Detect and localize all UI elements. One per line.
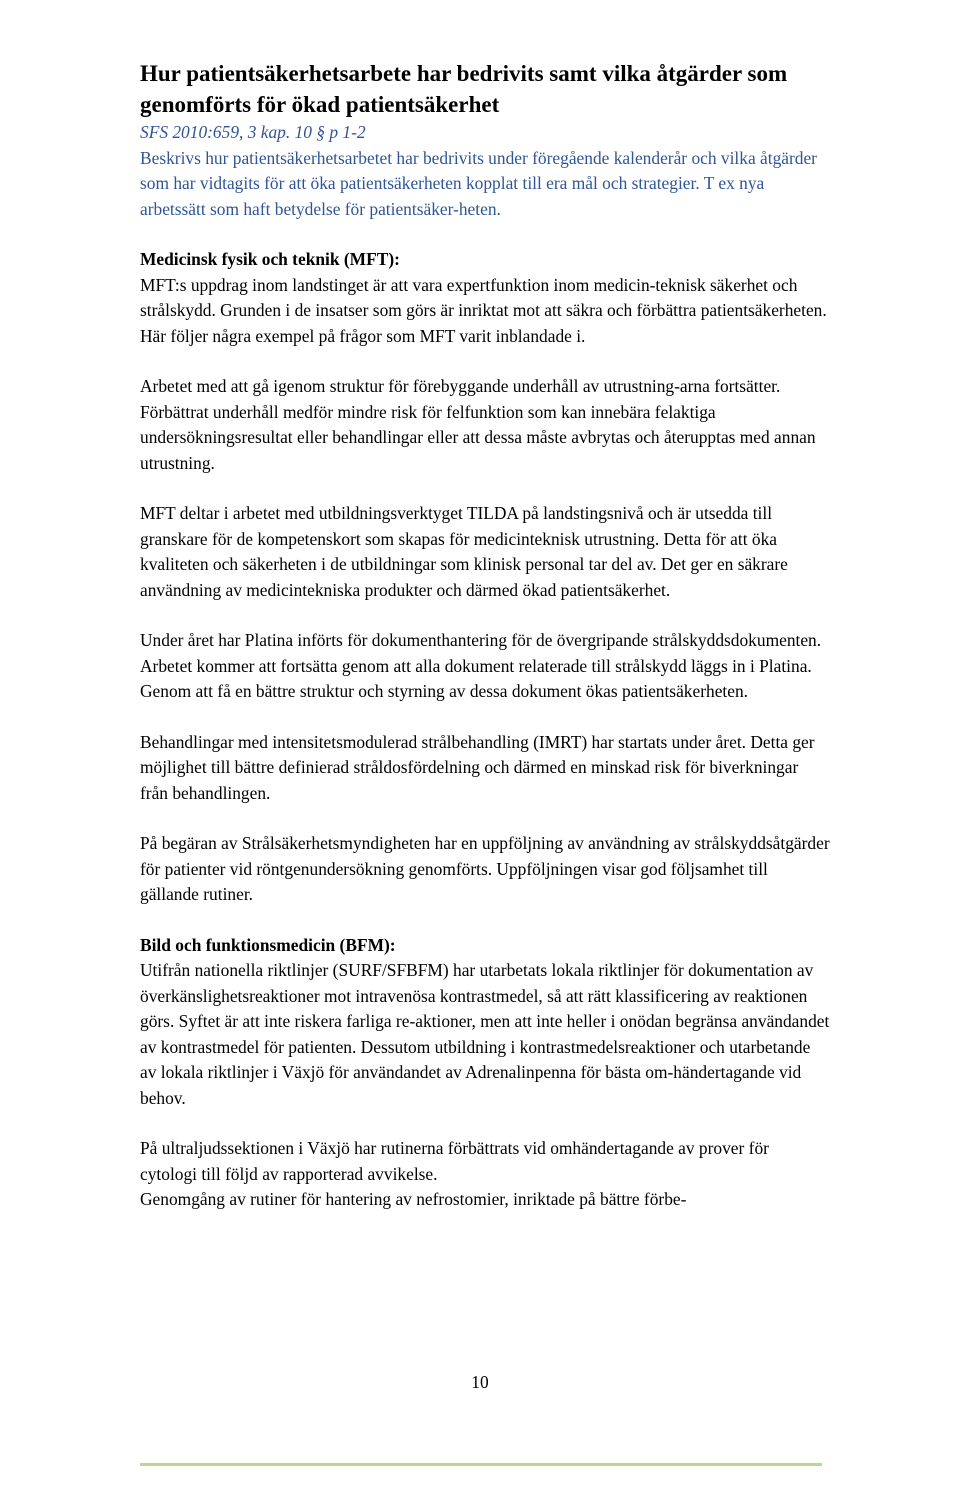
instruction-block [140, 120, 830, 222]
bfm-paragraph-2: På ultraljudssektionen i Växjö har rutinerna förbättrats vid omhändertagande av prover för cytologi till följd av rapporterad avvikelse. [140, 1138, 769, 1184]
mft-paragraph-4: Under året har Platina införts för dokumenthantering för de övergripande strålskyddsdokumenten. Arbetet kommer att fortsätta genom att alla dokument relaterade till strålskydd läggs in i Platina. Genom att få en bättre struktur och styrning av dessa dokument ökas patientsäkerheten. [140, 630, 822, 701]
mft-paragraph-2: Arbetet med att gå igenom struktur för förebyggande underhåll av utrustning-arna fortsätter. Förbättrat underhåll medför mindre risk för felfunktion som kan innebära felaktiga undersökningsresultat eller behandlingar eller att dessa måste avbrytas och återupptas med annan utrustning. [140, 376, 816, 473]
mft-paragraph-6: På begäran av Strålsäkerhetsmyndigheten har en uppföljning av användning av strålskyddsåtgärder för patienter vid röntgenundersökning genomförts. Uppföljningen visar god följsamhet till gällande rutiner. [140, 833, 830, 904]
law-reference: SFS 2010:659, 3 kap. 10 § p 1-2 [140, 122, 366, 142]
instruction-text: Beskrivs hur patientsäkerhetsarbetet har bedrivits under föregående kalenderår och vilka åtgärder som har vidtagits för att öka patientsäkerheten kopplat till era mål och strategier. T ex nya arbetssätt som haft betydelse för patientsäker-heten. [140, 147, 817, 219]
bfm-section-title: Bild och funktionsmedicin (BFM): [140, 934, 396, 955]
bfm-paragraph-3: Genomgång av rutiner för hantering av nefrostomier, inriktade på bättre förbe- [140, 1189, 687, 1209]
mft-paragraph-1: MFT:s uppdrag inom landstinget är att vara expertfunktion inom medicin-teknisk säkerhet och strålskydd. Grunden i de insatser som görs är inriktat mot att säkra och förbättra patientsäkerheten. Här följer några exempel på frågor som MFT varit inblandade i. [140, 274, 827, 346]
mft-section-title: Medicinsk fysik och teknik (MFT): [140, 249, 400, 269]
mft-paragraph-3: MFT deltar i arbetet med utbildningsverktyget TILDA på landstingsnivå och är utsedda till granskare för de kompetenskort som skapas för medicinteknisk utrustning. Detta för att öka kvaliteten och säkerheten i de utbildningar som klinisk personal tar del av. Det ger en säkrare användning av medicintekniska produkter och därmed ökad patientsäkerhet. [140, 503, 788, 600]
section-heading: Hur patientsäkerhetsarbete har bedrivits samt vilka åtgärder som genomförts för ökad patientsäkerhet [140, 61, 788, 117]
document-page [140, 58, 830, 1213]
mft-paragraph-5: Behandlingar med intensitetsmodulerad strålbehandling (IMRT) har startats under året. Detta ger möjlighet till bättre definierad stråldosfördelning och därmed en minskad risk för biverkningar från behandlingen. [140, 731, 815, 803]
page-number: 10 [471, 1372, 489, 1392]
footer-divider [140, 1463, 822, 1466]
bfm-paragraph-1: Utifrån nationella riktlinjer (SURF/SFBFM) har utarbetats lokala riktlinjer för dokumentation av överkänslighetsreaktioner mot intravenösa kontrastmedel, så att rätt klassificering av reaktionen görs. Syftet är att inte riskera farliga re-aktioner, men att inte heller i onödan begränsa användandet av kontrastmedel för patienten. Dessutom utbildning i kontrastmedelsreaktioner och utarbetande av lokala riktlinjer i Växjö för användandet av Adrenalinpenna för bästa om-händertagande vid behov. [140, 960, 830, 1108]
